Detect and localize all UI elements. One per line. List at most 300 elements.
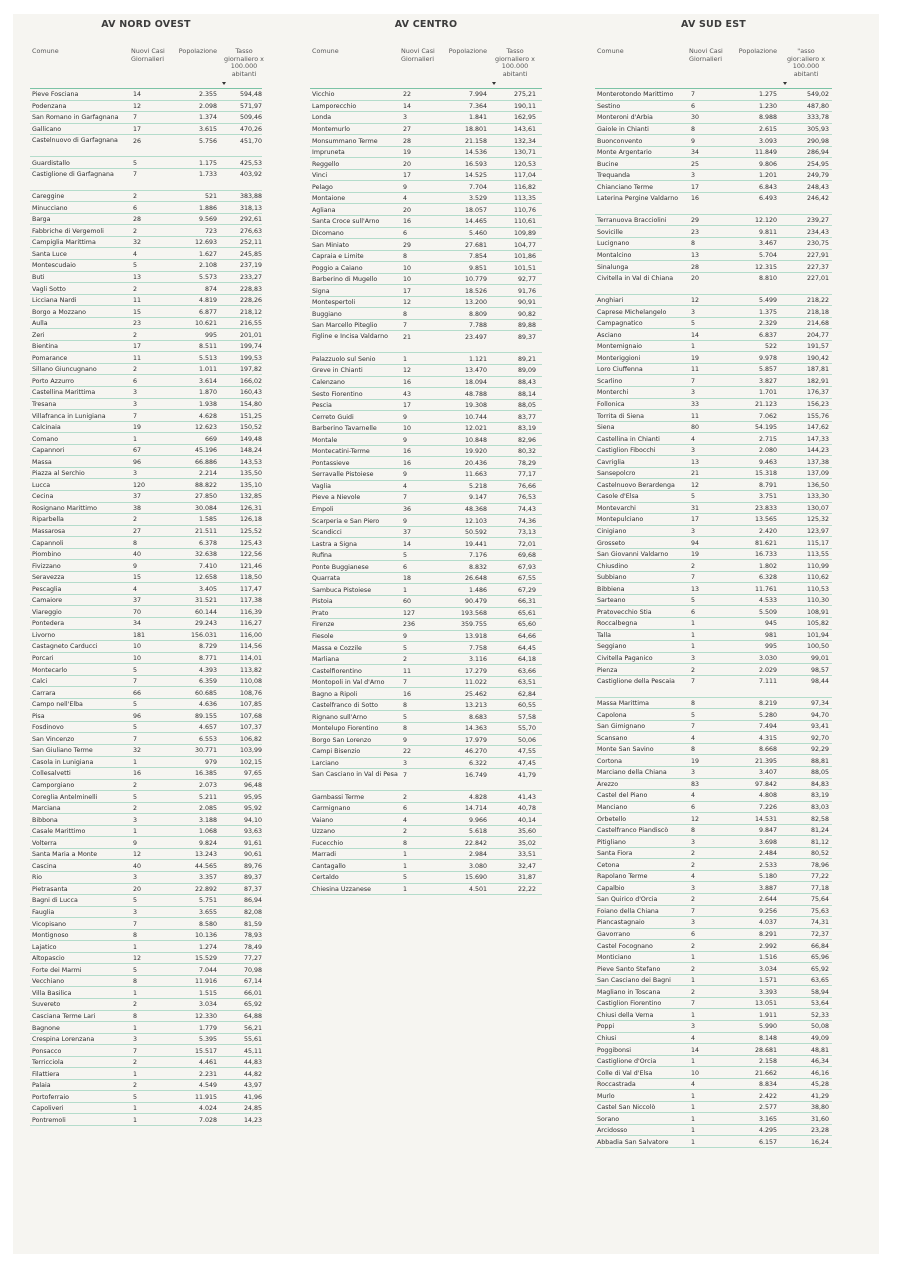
cell-tasso: 63,65 [810,977,829,985]
cell-popolazione: 1.841 [468,114,487,122]
table-row [595,89,832,101]
cell-popolazione: 9.256 [758,907,777,915]
cell-popolazione: 11.916 [194,978,217,986]
cell-popolazione: 6.843 [758,183,777,191]
table-row [595,606,832,618]
table-row [310,849,542,861]
cell-popolazione: 10.779 [464,276,487,284]
cell-nuovi-casi: 9 [133,839,138,847]
table-row [595,952,832,964]
cell-tasso: 64,88 [243,1012,262,1020]
sort-desc-icon[interactable] [222,82,226,85]
cell-popolazione: 5.573 [198,273,217,281]
table-row [310,860,542,872]
cell-tasso: 44,82 [243,1070,262,1078]
cell-nuovi-casi: 4 [691,1081,696,1089]
cell-tasso: 113,82 [239,666,262,674]
table-row [595,445,832,457]
cell-popolazione: 193.568 [460,609,487,617]
cell-popolazione: 11.849 [754,149,777,157]
cell-nuovi-casi: 23 [133,320,142,328]
cell-popolazione: 12.330 [194,1012,217,1020]
cell-comune: Poggibonsi [597,1046,632,1054]
cell-comune: Forte dei Marmi [32,966,82,974]
cell-comune: Campagnatico [597,320,643,328]
cell-nuovi-casi: 8 [403,839,408,847]
cell-tasso: 121,46 [239,562,262,570]
cell-popolazione: 60.144 [194,608,217,616]
cell-comune: Trequanda [597,172,630,180]
cell-tasso: 92,29 [810,746,829,754]
cell-nuovi-casi: 7 [133,114,138,122]
cell-comune: Palazzuolo sul Senio [312,355,376,363]
cell-nuovi-casi: 12 [691,815,700,823]
table-row [30,884,262,896]
cell-nuovi-casi: 5 [133,966,138,974]
cell-nuovi-casi: 83 [691,780,700,788]
table-row [310,216,542,228]
cell-comune: Piombino [32,551,61,559]
cell-comune: Montale [312,436,338,444]
table-row [30,1080,262,1092]
table-row [595,732,832,744]
table-row [595,1136,832,1148]
cell-nuovi-casi: 5 [133,701,138,709]
cell-nuovi-casi: 1 [133,435,138,443]
cell-comune: Coreglia Antelminelli [32,793,98,801]
cell-tasso: 115,17 [806,539,829,547]
table-row [30,549,262,561]
cell-nuovi-casi: 8 [403,702,408,710]
cell-comune: Montevarchi [597,504,636,512]
cell-tasso: 89,37 [517,333,536,341]
cell-tasso: 67,55 [517,575,536,583]
cell-comune: Lucca [32,481,51,489]
cell-nuovi-casi: 20 [403,160,412,168]
table-row [310,158,542,170]
cell-comune: Uzzano [312,828,335,836]
cell-nuovi-casi: 8 [133,1012,138,1020]
cell-comune: Sorano [597,1115,620,1123]
cell-nuovi-casi: 3 [133,389,138,397]
cell-comune: Marciana [32,805,61,813]
cell-tasso: 110,30 [806,597,829,605]
cell-nuovi-casi: 6 [691,102,696,110]
cell-tasso: 130,07 [806,504,829,512]
cell-popolazione: 2.715 [758,435,777,443]
cell-popolazione: 5.618 [468,828,487,836]
table-row [595,147,832,159]
cell-tasso: 33,51 [517,851,536,859]
cell-popolazione: 9.851 [468,264,487,272]
cell-popolazione: 7.176 [468,552,487,560]
cell-comune: Signa [312,287,330,295]
table-row [30,1034,262,1046]
cell-popolazione: 10.848 [464,436,487,444]
cell-popolazione: 981 [764,631,777,639]
cell-comune: Casola in Lunigiana [32,758,94,766]
cell-comune: Foiano della Chiana [597,907,659,915]
cell-nuovi-casi: 22 [403,748,412,756]
cell-comune: Bucine [597,160,619,168]
cell-popolazione: 995 [204,331,217,339]
cell-popolazione: 11.915 [194,1093,217,1101]
cell-tasso: 52,33 [810,1011,829,1019]
cell-nuovi-casi: 181 [133,631,146,639]
cell-comune: Casale Marittimo [32,828,86,836]
cell-comune: Monterchi [597,389,629,397]
cell-popolazione: 5.211 [198,793,217,801]
cell-popolazione: 5.499 [758,297,777,305]
cell-tasso: 55,61 [243,1036,262,1044]
cell-popolazione: 669 [204,435,217,443]
cell-nuovi-casi: 8 [403,725,408,733]
cell-popolazione: 5.395 [198,1036,217,1044]
header-tasso: Tasso giornaliero x 100.000 abitanti [495,47,535,78]
table-row [310,251,542,263]
cell-popolazione: 5.513 [198,354,217,362]
cell-nuovi-casi: 10 [403,276,412,284]
table-row [595,664,832,676]
cell-comune: Bagni di Lucca [32,897,78,905]
cell-popolazione: 1.802 [758,562,777,570]
cell-comune: Sambuca Pistoiese [312,586,372,594]
cell-tasso: 89,88 [517,322,536,330]
cell-popolazione: 1.701 [758,389,777,397]
cell-popolazione: 27.681 [464,241,487,249]
cell-popolazione: 5.990 [758,1023,777,1031]
table-row [595,859,832,871]
cell-nuovi-casi: 6 [403,805,408,813]
cell-nuovi-casi: 3 [403,760,408,768]
cell-popolazione: 15.318 [754,470,777,478]
cell-popolazione: 4.657 [198,724,217,732]
cell-nuovi-casi: 17 [133,126,142,134]
cell-popolazione: 4.549 [198,1082,217,1090]
cell-popolazione: 60.685 [194,689,217,697]
cell-nuovi-casi: 236 [403,621,416,629]
table-row [30,468,262,480]
cell-comune: Camporgiano [32,782,75,790]
cell-popolazione: 18.057 [464,206,487,214]
cell-comune: Scandicci [312,529,342,537]
cell-popolazione: 12.315 [754,263,777,271]
cell-nuovi-casi: 96 [133,712,142,720]
cell-tasso: 154,80 [239,400,262,408]
cell-popolazione: 6.359 [198,678,217,686]
table-row [595,250,832,262]
panel-title: AV CENTRO [394,19,458,30]
cell-nuovi-casi: 21 [403,333,412,341]
cell-tasso: 130,71 [513,149,536,157]
cell-comune: Livorno [32,631,56,639]
cell-nuovi-casi: 17 [403,287,412,295]
sort-desc-icon[interactable] [783,82,787,85]
cell-nuovi-casi: 11 [403,667,412,675]
table-row [310,239,542,251]
cell-comune: Monticiano [597,954,632,962]
table-row [310,170,542,182]
cell-nuovi-casi: 1 [133,1116,138,1124]
cell-nuovi-casi: 43 [403,390,412,398]
cell-nuovi-casi: 17 [691,516,700,524]
cell-popolazione: 13.051 [754,1000,777,1008]
cell-comune: Marradi [312,851,336,859]
table-row [310,826,542,838]
cell-comune: Poggio a Caiano [312,264,363,272]
cell-tasso: 88,05 [810,769,829,777]
cell-comune: Castel Focognano [597,942,653,950]
cell-popolazione: 1.274 [198,943,217,951]
cell-comune: Cetona [597,861,620,869]
cell-popolazione: 8.771 [198,655,217,662]
cell-popolazione: 1.230 [758,102,777,110]
cell-nuovi-casi: 2 [691,942,696,950]
cell-nuovi-casi: 8 [691,700,696,708]
cell-nuovi-casi: 1 [691,1127,696,1135]
cell-popolazione: 2.085 [198,805,217,813]
cell-nuovi-casi: 1 [133,828,138,836]
cell-tasso: 166,02 [239,377,262,385]
cell-popolazione: 5.704 [758,251,777,259]
cell-popolazione: 2.329 [758,320,777,328]
cell-tasso: 227,91 [806,251,829,259]
cell-tasso: 125,52 [239,527,262,535]
cell-popolazione: 45.196 [194,447,217,455]
cell-tasso: 333,78 [806,114,829,122]
table-row [30,225,262,237]
cell-tasso: 571,97 [239,102,262,110]
table-row [30,456,262,468]
table-row [30,710,262,722]
cell-comune: Montemurlo [312,126,350,134]
cell-popolazione: 8.809 [468,310,487,318]
cell-nuovi-casi: 8 [691,126,696,134]
cell-popolazione: 3.034 [198,1001,217,1009]
cell-popolazione: 6.328 [758,574,777,582]
cell-comune: Londa [312,114,332,122]
table-row [595,387,832,399]
table-row [595,514,832,526]
cell-comune: Marciano della Chiana [597,769,667,777]
cell-nuovi-casi: 9 [403,413,408,421]
cell-tasso: 109,89 [513,229,536,237]
cell-tasso: 113,55 [806,551,829,559]
cell-tasso: 254,95 [806,160,829,168]
cell-comune: Pelago [312,183,333,191]
cell-nuovi-casi: 4 [403,482,408,490]
cell-comune: Chiusi della Verna [597,1011,654,1019]
cell-comune: Vaiano [312,816,334,824]
table-row [30,722,262,734]
cell-comune: Pitigliano [597,838,626,846]
cell-popolazione: 7.758 [468,644,487,652]
cell-nuovi-casi: 13 [691,251,700,259]
cell-popolazione: 9.147 [468,494,487,502]
cell-tasso: 487,80 [806,102,829,110]
cell-tasso: 62,84 [517,690,536,698]
cell-nuovi-casi: 3 [133,816,138,824]
cell-nuovi-casi: 10 [133,643,142,651]
cell-tasso: 126,18 [239,516,262,524]
cell-nuovi-casi: 6 [133,377,138,385]
cell-nuovi-casi: 5 [403,644,408,652]
cell-tasso: 136,50 [806,481,829,489]
sort-desc-icon[interactable] [492,82,496,85]
table-row [30,318,262,330]
cell-comune: Campo nell'Elba [32,701,83,709]
cell-tasso: 292,61 [239,216,262,224]
cell-comune: Montemignaio [597,343,642,351]
cell-tasso: 190,42 [806,354,829,362]
cell-tasso: 216,55 [239,320,262,328]
table-row [30,757,262,769]
cell-popolazione: 5.280 [758,711,777,719]
cell-tasso: 89,09 [517,367,536,375]
cell-comune: Scarperia e San Piero [312,517,380,525]
cell-popolazione: 17.279 [464,667,487,675]
table-row [30,375,262,387]
cell-comune: Castel San Niccolò [597,1104,656,1112]
cell-comune: Rufina [312,552,332,560]
cell-comune: Zeri [32,331,45,339]
cell-comune: San Casciano dei Bagni [597,977,671,985]
cell-popolazione: 6.553 [198,735,217,743]
cell-tasso: 77,18 [810,884,829,892]
cell-popolazione: 6.378 [198,539,217,547]
cell-popolazione: 2.984 [468,851,487,859]
table-row [30,202,262,214]
cell-tasso: 113,35 [513,195,536,203]
cell-popolazione: 1.068 [198,828,217,836]
cell-nuovi-casi: 1 [691,1104,696,1112]
table-row [595,871,832,883]
table-row [30,664,262,676]
cell-nuovi-casi: 16 [403,378,412,386]
cell-nuovi-casi: 20 [691,275,700,283]
table-row [30,352,262,364]
cell-nuovi-casi: 9 [403,471,408,479]
cell-tasso: 77,27 [243,955,262,963]
cell-tasso: 197,82 [239,366,262,374]
cell-tasso: 276,63 [239,227,262,235]
table-row [30,941,262,953]
cell-popolazione: 2.098 [198,102,217,110]
cell-tasso: 32,47 [517,862,536,870]
table-row [310,515,542,527]
cell-comune: Colle di Val d'Elsa [597,1069,653,1077]
cell-comune: Santa Fiora [597,850,633,858]
cell-comune: Camaiore [32,597,63,605]
cell-tasso: 75,63 [810,907,829,915]
cell-tasso: 81,24 [810,827,829,835]
cell-tasso: 122,56 [239,551,262,559]
cell-popolazione: 8.988 [758,114,777,122]
cell-comune: Capalbio [597,884,625,892]
cell-tasso: 96,48 [243,782,262,790]
cell-nuovi-casi: 7 [691,678,696,686]
cell-tasso: 55,70 [517,725,536,733]
cell-nuovi-casi: 96 [133,458,142,466]
table-row [595,595,832,607]
cell-popolazione: 8.148 [758,1034,777,1042]
cell-nuovi-casi: 6 [403,563,408,571]
table-row [595,836,832,848]
cell-nuovi-casi: 8 [403,253,408,261]
cell-nuovi-casi: 1 [403,885,408,893]
cell-tasso: 82,58 [810,815,829,823]
cell-nuovi-casi: 15 [133,574,142,582]
cell-tasso: 74,31 [810,919,829,927]
cell-comune: Agliana [312,206,336,214]
cell-popolazione: 2.158 [758,1058,777,1066]
cell-comune: Murlo [597,1092,615,1100]
cell-popolazione: 1.585 [198,516,217,524]
cell-comune: Grosseto [597,539,625,547]
cell-comune: Cerreto Guidi [312,413,354,421]
table-row [30,791,262,803]
cell-popolazione: 5.509 [758,608,777,616]
cell-nuovi-casi: 9 [403,736,408,744]
cell-comune: Abbadia San Salvatore [597,1138,669,1146]
cell-nuovi-casi: 30 [691,114,700,122]
cell-comune: Pontremoli [32,1116,66,1124]
cell-comune: Montecarlo [32,666,68,674]
cell-comune: Castelnuovo Berardenga [597,481,675,489]
cell-comune: Pontassieve [312,459,350,467]
cell-nuovi-casi: 1 [691,620,696,628]
table-row [595,261,832,273]
table-row [30,837,262,849]
cell-nuovi-casi: 3 [133,909,138,917]
cell-tasso: 97,65 [243,770,262,778]
cell-tasso: 78,93 [243,932,262,940]
cell-tasso: 16,24 [810,1138,829,1146]
cell-popolazione: 7.111 [758,678,777,686]
cell-popolazione: 1.911 [758,1011,777,1019]
cell-tasso: 147,62 [806,424,829,432]
cell-comune: Civitella Paganico [597,655,653,662]
cell-tasso: 82,96 [517,436,536,444]
cell-comune: Terranuova Bracciolini [597,217,667,225]
cell-nuovi-casi: 1 [403,355,408,363]
cell-tasso: 40,14 [517,816,536,824]
table-row [30,814,262,826]
cell-comune: Bagno a Ripoli [312,690,358,698]
cell-comune: Sarteano [597,597,626,605]
cell-comune: Castelfiorentino [312,667,362,675]
cell-popolazione: 10.744 [464,413,487,421]
header-tasso: "asso gior:aliero x 100.000 abitanti [786,47,826,78]
table-row [595,549,832,561]
table-row [595,456,832,468]
cell-comune: Santa Croce sull'Arno [312,218,380,226]
cell-popolazione: 13.213 [464,702,487,710]
cell-tasso: 45,28 [810,1081,829,1089]
table-row [30,953,262,965]
table-row [30,618,262,630]
cell-nuovi-casi: 4 [691,792,696,800]
cell-nuovi-casi: 2 [133,516,138,524]
cell-comune: Fosdinovo [32,724,64,732]
table-row [595,882,832,894]
table-row [595,306,832,318]
cell-comune: Cavriglia [597,458,625,466]
cell-popolazione: 4.819 [198,297,217,305]
cell-comune: Minucciano [32,204,68,212]
cell-nuovi-casi: 7 [691,1000,696,1008]
table-row [595,491,832,503]
